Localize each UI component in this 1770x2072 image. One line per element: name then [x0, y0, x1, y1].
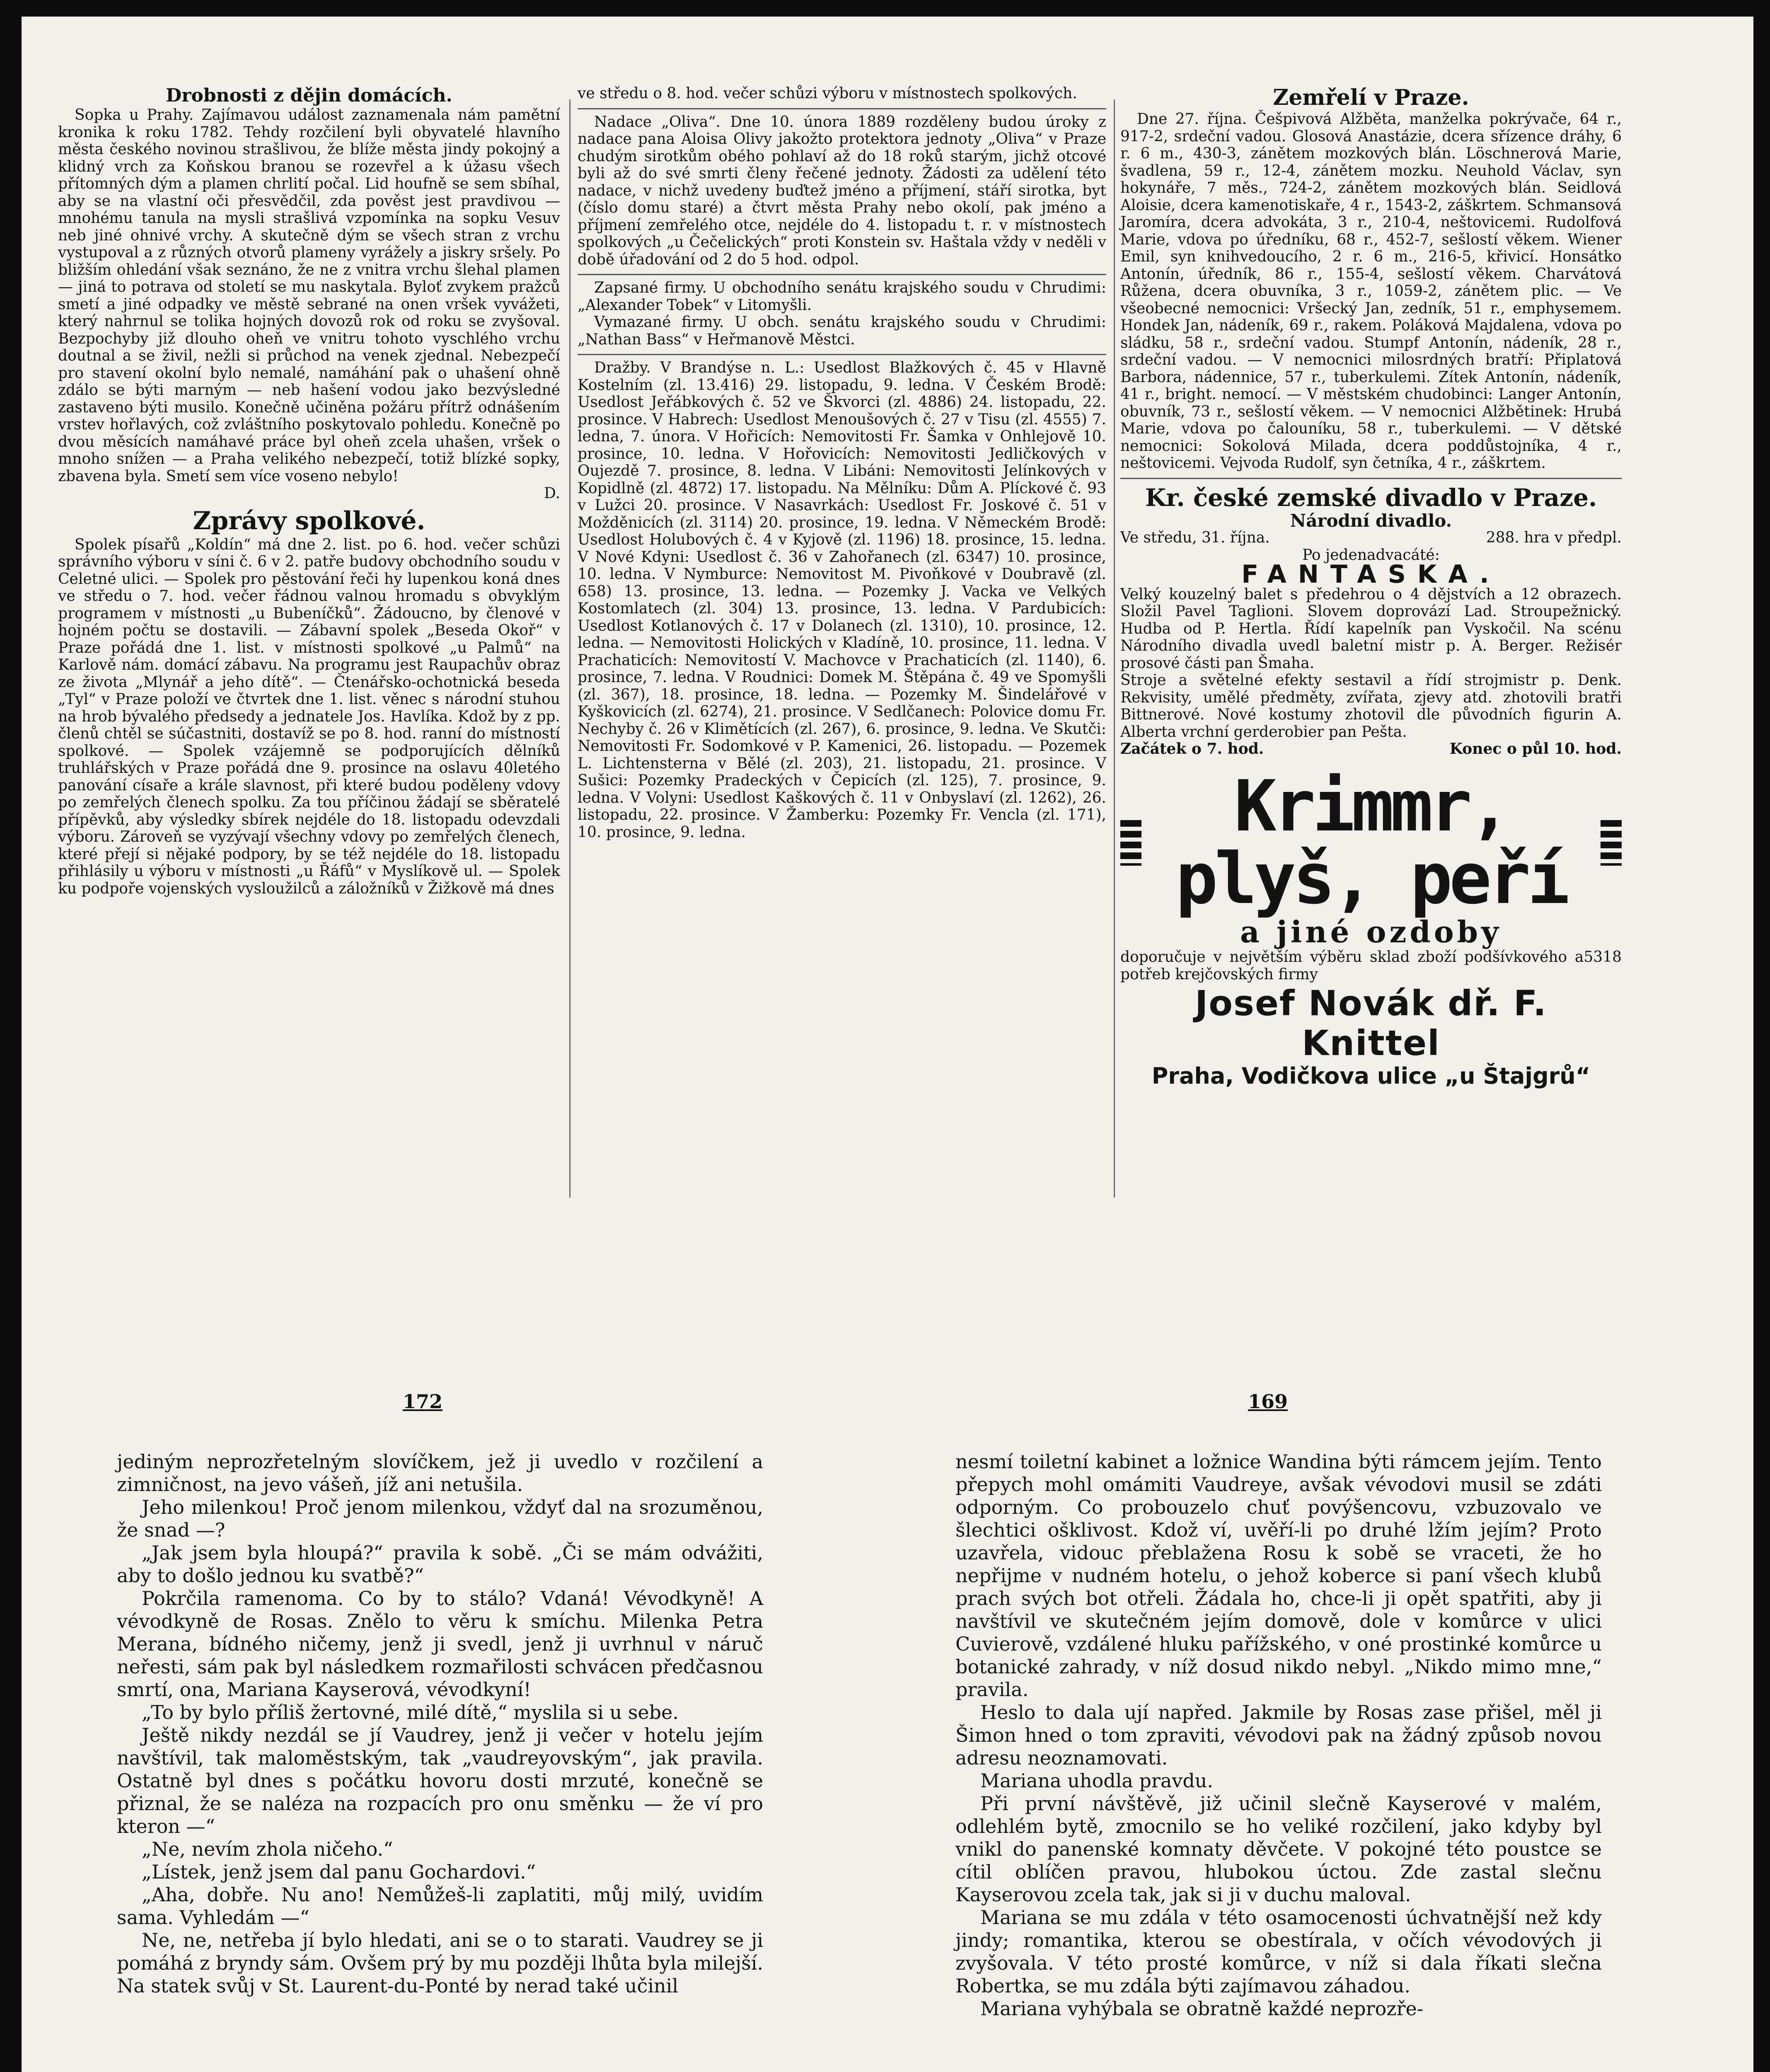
column-divider [1114, 99, 1115, 1198]
column-middle [578, 85, 1106, 841]
ad-ornament-right [1601, 820, 1622, 866]
theatre-date-row [1120, 529, 1622, 547]
theatre-end: Konec o půl 10. hod. [1449, 740, 1622, 758]
article-signature: D. [544, 485, 560, 502]
vymazane-firmy: Vymazané firmy. U obch. senátu krajského soudu v Chrudimi: „Nathan Bass“ v Heřmanově Městci. [578, 314, 1106, 348]
column-left [58, 85, 560, 897]
advertisement [1120, 765, 1622, 1089]
ad-number: 5318 [1584, 948, 1622, 966]
separator [578, 108, 1106, 109]
novel-paragraph: „Lístek, jenž jsem dal panu Gochardovi.“ [142, 1861, 536, 1883]
theatre-start: Začátek o 7. hod. [1120, 740, 1264, 758]
heading-divadlo: Kr. české zemské divadlo v Praze. [1145, 483, 1597, 512]
novel-paragraph: Při první návštěvě, již učinil slečně Kayserové v malém, odlehlém bytě, zmocnilo se ho veliké rozčilení, jako kdyby byl vnikl do panenské komnaty děvčete. V pokojné této poustce se cítil oblíčen pravou, hlubokou úctou. Zde zastal slečnu Kayserovou zcela tak, jak si ji v duchu maloval. [955, 1792, 1602, 1906]
article-sopka: Sopka u Prahy. Zajímavou událost zaznamenala nám pamětní kronika k roku 1782. Tehdy rozčilení byli obyvatelé hlavního města českého novinou strašlivou, že blíže města jindy pokojný a klidný vrch za Koňskou branou se rozevřel a k úžasu všech přítomných dým a plamen chrlití počal. Lid houfně se sem sbíhal, aby se na vlastní oči přesvědčil, zda pověst jest pravdivou — mnohému tanula na mysli strašlivá vzpomínka na sopku Vesuv neb jiné ohnivé vrchy. A skutečně dým se všech stran z vrchu vystupoval a z různých otvorů plameny vyrážely a jiskry sršely. Po bližším ohledání však seznáno, že ne z vnitra vrchu šlehal plamen — jiná to potrava od století se mu naskytala. Byloť zvykem pražců smetí a jiné odpadky ve městě sebrané na onen vršek vyvážeti, který nahrnul se tolika hojných dovozů rok od roku se zvyšoval. Bezpochyby již dlouho oheň ve vnitru tohoto vyschlého vrchu doutnal a se živil, nežli si průchod na venek zjednal. Nebezpečí pro stavení okolní bylo nemalé, namáhání pak o uhašení ohně zdálo se býti marným — neb hašení vodou jako bezvýsledné zastaveno býti musilo. Konečně učiněna požáru přítrž odnášením vrstev hořlavých, což zvláštního poskytovalo pohledu. Konečně po dvou měsících namáhavé práce byl oheň zcela uhašen, vršek o mnoho snížen — a Praha velikého nebezpečí, totiž blízké sopky, zbavena byla. Smetí sem více voseno nebylo! [58, 107, 560, 485]
ad-description-row [1120, 949, 1622, 983]
novel-paragraph: Mariana vyhýbala se obratně každé neprozře- [980, 1997, 1424, 2020]
ad-headline-row [1120, 765, 1622, 920]
nadace-oliva: Nadace „Oliva“. Dne 10. února 1889 rozděleny budou úroky z nadace pana Aloisa Olivy jakožto protektora jednoty „Oliva“ v Praze chudým sirotkům obého pohlaví až do 18 roků starým, jichž otcové byli až do své smrti členy řečené jednoty. Žádosti za udělení této nadace, v nichž uvedeny buďtež jméno a příjmení, stáří sirotka, byt (číslo domu staré) a čtvrt města Prahy nebo okolí, pak jméno a příjmení zemřelého otce, nejdéle do 4. listopadu t. r. v místnostech spolkových „u Čečelických“ proti Konstein sv. Haštala vždy v neděli v době úřadování od 2 do 5 hod. odpol. [578, 113, 1106, 268]
theatre-title: FANTASKA. [1241, 560, 1501, 589]
heading-zpravy-spolkove: Zprávy spolkové. [193, 506, 426, 535]
novel-paragraph: Pokrčila ramenoma. Co by to stálo? Vdaná! Vévodkyně! A vévodkyně de Rosas. Znělo to věru k smíchu. Milenka Petra Merana, bídného ničemy, jenž ji svedl, jenž ji uvrhnul v náruč neřesti, sám pak byl následkem rozmařilosti schvácen předčasnou smrtí, ona, Mariana Kayserová, vévodkyní! [117, 1587, 763, 1701]
ad-headline: Krimmr, plyš, peří [1175, 765, 1567, 920]
article-spolky: Spolek písařů „Koldín“ má dne 2. list. po 6. hod. večer schůzi správního výboru v síni č. 6 v 2. patře budovy obchodního soudu v Celetné ulici. — Spolek pro pěstování řeči hy lupenkou koná dnes ve středu o 7. hod. večer řádnou valnou hromadu s obvyklým programem v místnosti „u Bubeníčků“. Žádoucno, by členové v hojném počtu se dostavili. — Zábavní spolek „Beseda Okoř“ v Praze pořádá dne 1. list. v místnosti spolkové „u Palmů“ na Karlově nám. domácí zábavu. Na programu jest Raupachův obraz ze života „Mlynář a jeho dítě“. — Čtenářsko-ochotnická beseda „Tyl“ v Praze položí ve čtvrtek dne 1. list. věnec s národní stuhou na hrob bývalého předsedy a jednatele Jos. Havlíka. Kdož by z pp. členů chtěl se súčastniti, dostavíž se po 8. hod. ranní do místností spolkové. — Spolek vzájemně se podporujících dělníků truhlářských v Praze pořádá dne 9. prosince na oslavu 40letého panování císaře a krále slavnost, při které budou poděleny vdovy po zemřelých členech spolku. Za tou příčinou žádají se sběratelé přípěvků, aby výsledky sbírek nejdéle do 18. listopadu odevzdali výboru. Zároveň se vyzývají všechny vdovy po zemřelých členech, které přejí si nějaké podpory, by se též nejdéle do 18. listopadu přihlásily u výboru v místnosti „u Řáfů“ v Myslíkově ul. — Spolek ku podpoře vojenských vysloužilců a záložníků v Žižkově má dnes [58, 536, 560, 897]
column-right [1120, 85, 1622, 1089]
newspaper-upper-half [22, 17, 1753, 1239]
novel-left-column [117, 1450, 763, 1997]
novel-paragraph: Jeho milenkou! Proč jenom milenkou, vždyť dal na srozuměnou, že snad —? [117, 1496, 763, 1541]
novel-paragraph: Heslo to dala ují napřed. Jakmile by Rosas zase přišel, měl ji Šimon hned o tom zpraviti, vévodovi pak na žádný způsob novou adresu neoznamovati. [955, 1701, 1602, 1769]
spolek-continuation: ve středu o 8. hod. večer schůzi výboru v místnostech spolkových. [578, 85, 1077, 102]
novel-paragraph: Mariana se mu zdála v této osamocenosti úchvatnější než kdy jindy; romantika, kterou se obestírala, v očích vévodových ji zvyšovala. V této prosté komůrce, v níž si dala říkati slečna Robertka, se mu zdála býti zajímavou záhadou. [955, 1906, 1602, 1997]
separator [578, 274, 1106, 275]
novel-paragraph: Ne, ne, netřeba jí bylo hledati, ani se o to starati. Vaudrey se ji pomáhá z bryndy sám. Ovšem prý by mu později lhůta byla milejší. Na statek svůj v St. Laurent-du-Ponté by nerad také učinil [117, 1929, 763, 1997]
novel-paragraph: „Aha, dobře. Nu ano! Nemůžeš-li zaplatiti, můj milý, uvidím sama. Vyhledám —“ [117, 1883, 763, 1929]
novel-paragraph: „To by bylo příliš žertovné, milé dítě,“ myslila si u sebe. [142, 1701, 679, 1723]
novel-paragraph: nesmí toiletní kabinet a ložnice Wandina býti rámcem jejím. Tento přepych mohl omámiti Vaudreye, avšak vévodovi musil se zdáti odporným. Co probouzelo chuť povýšencovu, vzbuzovalo ve šlechtici ošklivost. Kdož ví, uvěří-li po druhé lžím jejím? Proto uzavřela, vidouc přeblažena Rosu k sobě se vraceti, že ho nepřijme v nudném hotelu, o jehož koberce si paní všech klubů prach svých bot otřeli. Žádala ho, chce-li ji opět spatřiti, aby ji navštívil ve skutečném jejím domově, dole v komůrce v ulici Cuvierově, vzdálené hluku pařížského, v oné prostinké komůrce u botanické zahrady, v níž dosud nikdo nebyl. „Nikdo mimo mne,“ pravila. [955, 1450, 1602, 1701]
page-number-right: 169 [1248, 1390, 1288, 1413]
separator [578, 354, 1106, 355]
novel-paragraph: jediným neprozřetelným slovíčkem, jež ji uvedlo v rozčilení a zimničnost, na jevo vášeň, jíž ani netušila. [117, 1450, 763, 1496]
novel-paragraph: „Ne, nevím zhola ničeho.“ [142, 1838, 393, 1860]
novel-right-column [955, 1450, 1602, 2020]
heading-drobnosti: Drobnosti z dějin domácích. [166, 85, 452, 106]
ad-company: Josef Novák dř. F. Knittel [1195, 983, 1547, 1063]
zapsane-firmy: Zapsané firmy. U obchodního senátu krajského soudu v Chrudimi: „Alexander Tobek“ v Litomyšli. [578, 279, 1106, 314]
heading-zemreli: Zemřelí v Praze. [1273, 85, 1469, 110]
novel-paragraph: Ještě nikdy nezdál se jí Vaudrey, jenž ji večer v hotelu jejím navštívil, tak maloměstským, tak „vaudreyovským“, jak pravila. Ostatně byl dnes s počátku hovoru dosti mrzuté, konečně se přiznal, že se naléza na rozpacích pro onu směnku — že ví pro kteron —“ [117, 1724, 763, 1837]
theatre-performance: 288. hra v předpl. [1486, 529, 1622, 546]
column-divider [569, 99, 571, 1198]
ad-ornament-left [1120, 820, 1141, 866]
novel-paragraph: Mariana uhodla pravdu. [980, 1769, 1214, 1792]
theatre-description: Velký kouzelný balet s předehrou o 4 dějstvích a 12 obrazech. Složil Pavel Taglioni. Slovem doprovází Lad. Stroupežnický. Hudba od P. Hertla. Řídí kapelník pan Vyskočil. Na scénu Národního divadla uvedl baletní mistr p. A. Berger. Režisér prosové části pan Šmaha. [1120, 586, 1622, 672]
ad-subheadline: a jiné ozdoby [1240, 914, 1502, 949]
theatre-subtitle: Národní divadlo. [1290, 510, 1452, 531]
deaths-list: Dne 27. října. Češpivová Alžběta, manželka pokrývače, 64 r., 917-2, srdeční vadou. Glosová Anastázie, dcera sřízence dráhy, 6 r. 6 m., 430-3, zánětem mozkových blán. Löschnerová Marie, švadlena, 59 r., 12-4, zánětem mozku. Neuhold Václav, syn hokynáře, 7 měs., 724-2, zánětem mozkových blán. Seidlová Aloisie, dcera kamenotiskaře, 4 r., 1543-2, záškrtem. Schmansová Jaromíra, dcera advokáta, 3 r., 210-4, neštovicemi. Rudolfová Marie, vdova po úředníku, 68 r., 452-7, sešlostí věkem. Wiener Emil, syn knihvedoucího, 2 r. 6 m., 216-5, křivicí. Honsátko Antonín, úředník, 86 r., 155-4, sešlostí věkem. Charvátová Růžena, dcera obuvníka, 3 r., 1059-2, zánětem plic. — Ve všeobecné nemocnici: Vršecký Jan, zedník, 51 r., emphysemem. Hondek Jan, nádeník, 69 r., rakem. Poláková Majdalena, vdova po sládku, 58 r., srdeční vadou. Stumpf Antonín, nádeník, 28 r., srdeční vadou. — V nemocnici milosrdných bratří: Připlatová Barbora, nádennice, 57 r., tuberkulemi. Zítek Antonín, nádeník, 41 r., bright. nemocí. — V městském chudobinci: Langer Antonín, obuvník, 73 r., sešlostí věkem. — V nemocnici Alžbětinek: Hrubá Marie, vdova po čalouníku, 58 r., tuberkulemi. — V dětské nemocnici: Sokolová Milada, dcera poddůstojníka, 4 r., neštovicemi. Vejvoda Rudolf, syn četníka, 4 r., záškrtem. [1120, 111, 1622, 472]
theatre-after: Po jedenadvacáté: [1302, 546, 1440, 564]
page-number-left: 172 [403, 1390, 443, 1413]
ad-description: doporučuje v největším výběru sklad zboží podšívkového a potřeb krejčovských firmy [1120, 948, 1584, 983]
newspaper-page [22, 17, 1753, 2072]
novel-paragraph: „Jak jsem byla hloupá?“ pravila k sobě. „Či se mám odvážiti, aby to došlo jednou ku svatbě?“ [117, 1542, 763, 1587]
ad-address: Praha, Vodičkova ulice „u Štajgrů“ [1151, 1063, 1591, 1089]
theatre-date: Ve středu, 31. října. [1120, 529, 1270, 546]
separator [1120, 478, 1622, 479]
drazby: Dražby. V Brandýse n. L.: Usedlost Blažkových č. 45 v Hlavně Kostelním (zl. 13.416) 29. listopadu, 9. ledna. V Českém Brodě: Usedlost Jeřábkových č. 52 ve Škvorci (zl. 4886) 24. listopadu, 22. prosince. V Habrech: Usedlost Menoušových č. 27 v Tisu (zl. 4555) 7. ledna, 7. února. V Hořicích: Nemovitosti Fr. Šamka v Onhlejově 10. prosince, 10. ledna. V Hořovicích: Nemovitosti Jedličkových v Oujezdě 7. prosince, 8. ledna. V Libáni: Nemovitosti Jelínkových v Kopidlně (zl. 4872) 17. listopadu. Na Mělníku: Dům A. Plíckové č. 93 v Lužci 20. prosince. V Nasavrkách: Usedlost Fr. Joskové č. 51 v Možděnicích (zl. 3114) 20. prosince, 19. ledna. V Německém Brodě: Usedlost Holubových č. 4 v Kyjově (zl. 1196) 18. prosince, 15. ledna. V Nové Kdyni: Usedlost č. 36 v Zahořanech (zl. 6347) 10. prosince, 10. ledna. V Nymburce: Nemovitost M. Pivoňkové v Doubravě (zl. 658) 13. prosince, 13. ledna. — Pozemky J. Vacka ve Velkých Kostomlatech (zl. 304) 13. prosince, 13. ledna. V Pardubicích: Usedlost Kotlanových č. 17 v Dolanech (zl. 1310), 10. prosince, 12. ledna. — Nemovitosti Holických v Kladíně, 10. prosince, 11. ledna. V Prachaticích: Nemovitostí V. Machovce v Prachaticích (zl. 1140), 6. prosince, 7. ledna. V Roudnici: Domek M. Štěpána č. 49 ve Spomyšli (zl. 367), 18. prosince, 18. ledna. — Pozemky M. Šindelářové v Kyškovicích (zl. 6274), 21. prosince. V Sedlčanech: Polovice domu Fr. Nechyby č. 26 v Klimětících (zl. 267), 6. prosince, 9. ledna. Ve Skutči: Nemovitosti Fr. Sodomkové v P. Kamenici, 26. listopadu. — Pozemek L. Lichtensterna v Bělé (zl. 203), 21. listopadu, 21. prosince. V Sušici: Pozemky Pradeckých v Čepicích (zl. 125), 7. prosince, 9. ledna. V Volyni: Usedlost Kaškových č. 11 v Onbyslaví (zl. 1262), 26. listopadu, 22. prosince. V Žamberku: Pozemky Fr. Vencla (zl. 171), 10. prosince, 9. ledna. [578, 359, 1106, 841]
theatre-technical: Stroje a světelné efekty sestavil a řídí strojmistr p. Denk. Rekvisity, umělé předměty, zvířata, zjevy atd. zhotovili bratři Bittnerové. Nové kostumy zhotovil dle původních figurin A. Alberta vrchní gerderobier pan Pešta. [1120, 672, 1622, 741]
theatre-times [1120, 741, 1622, 758]
